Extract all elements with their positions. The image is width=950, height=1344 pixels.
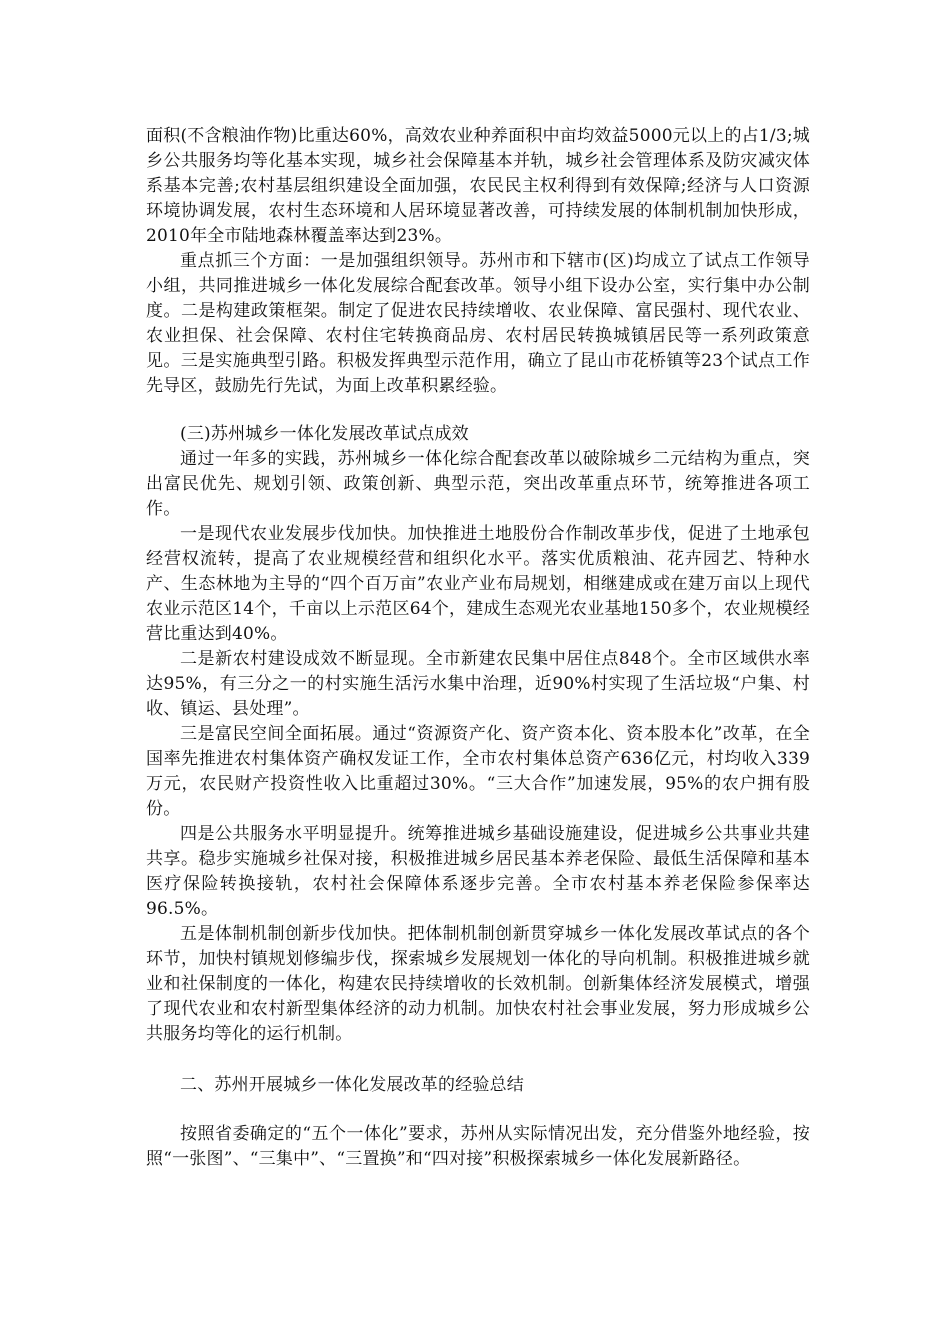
paragraph-results-intro: 通过一年多的实践，苏州城乡一体化综合配套改革以破除城乡二元结构为重点，突出富民优先、规划引领、政策创新、典型示范，突出改革重点环节，统筹推进各项工作。 [146, 449, 810, 519]
paragraph-wealth-space: 三是富民空间全面拓展。通过“资源资产化、资产资本化、资本股本化”改革，在全国率先推进农村集体资产确权发证工作，全市农村集体总资产636亿元，村均收入339万元，农民财产投资性收入比重超过30%。“三大合作”加速发展，95%的农户拥有股份。 [146, 724, 810, 819]
paragraph-institutional-innovation: 五是体制机制创新步伐加快。把体制机制创新贯穿城乡一体化发展改革试点的各个环节，加快村镇规划修编步伐，探索城乡发展规划一体化的导向机制。积极推进城乡就业和社保制度的一体化，构建农民持续增收的长效机制。创新集体经济发展模式，增强了现代农业和农村新型集体经济的动力机制。加快农村社会事业发展，努力形成城乡公共服务均等化的运行机制。 [146, 924, 810, 1044]
paragraph-public-services: 四是公共服务水平明显提升。统筹推进城乡基础设施建设，促进城乡公共事业共建共享。稳步实施城乡社保对接，积极推进城乡居民基本养老保险、最低生活保障和基本医疗保险转换接轨，农村社会保障体系逐步完善。全市农村基本养老保险参保率达96.5%。 [146, 824, 810, 919]
paragraph-new-countryside: 二是新农村建设成效不断显现。全市新建农民集中居住点848个。全市区域供水率达95%，有三分之一的村实施生活污水集中治理，近90%村实现了生活垃圾“户集、村收、镇运、县处理”。 [146, 649, 810, 719]
section-heading-pilot-results: (三)苏州城乡一体化发展改革试点成效 [180, 424, 469, 444]
document-page [146, 124, 810, 1172]
paragraph-modern-agriculture: 一是现代农业发展步伐加快。加快推进土地股份合作制改革步伐，促进了土地承包经营权流转，提高了农业规模经营和组织化水平。落实优质粮油、花卉园艺、特种水产、生态林地为主导的“四个百万亩”农业产业布局规划，相继建成或在建万亩以上现代农业示范区14个，千亩以上示范区64个，建成生态观光农业基地150多个，农业规模经营比重达到40%。 [146, 524, 810, 644]
paragraph-three-aspects: 重点抓三个方面：一是加强组织领导。苏州市和下辖市(区)均成立了试点工作领导小组，共同推进城乡一体化发展综合配套改革。领导小组下设办公室，实行集中办公制度。二是构建政策框架。制定了促进农民持续增收、农业保障、富民强村、现代农业、农业担保、社会保障、农村住宅转换商品房、农村居民转换城镇居民等一系列政策意见。三是实施典型引路。积极发挥典型示范作用，确立了昆山市花桥镇等23个试点工作先导区，鼓励先行先试，为面上改革积累经验。 [146, 251, 810, 396]
paragraph-goals-continued: 面积(不含粮油作物)比重达60%，高效农业种养面积中亩均效益5000元以上的占1/3;城乡公共服务均等化基本实现，城乡社会保障基本并轨，城乡社会管理体系及防灾减灾体系基本完善;农村基层组织建设全面加强，农民民主权利得到有效保障;经济与人口资源环境协调发展，农村生态环境和人居环境显著改善，可持续发展的体制机制加快形成，2010年全市陆地森林覆盖率达到23%。 [146, 126, 810, 246]
section-heading-experience-summary: 二、苏州开展城乡一体化发展改革的经验总结 [180, 1075, 524, 1095]
paragraph-five-integrations: 按照省委确定的“五个一体化”要求，苏州从实际情况出发，充分借鉴外地经验，按照“一张图”、“三集中”、“三置换”和“四对接”积极探索城乡一体化发展新路径。 [146, 1124, 810, 1169]
